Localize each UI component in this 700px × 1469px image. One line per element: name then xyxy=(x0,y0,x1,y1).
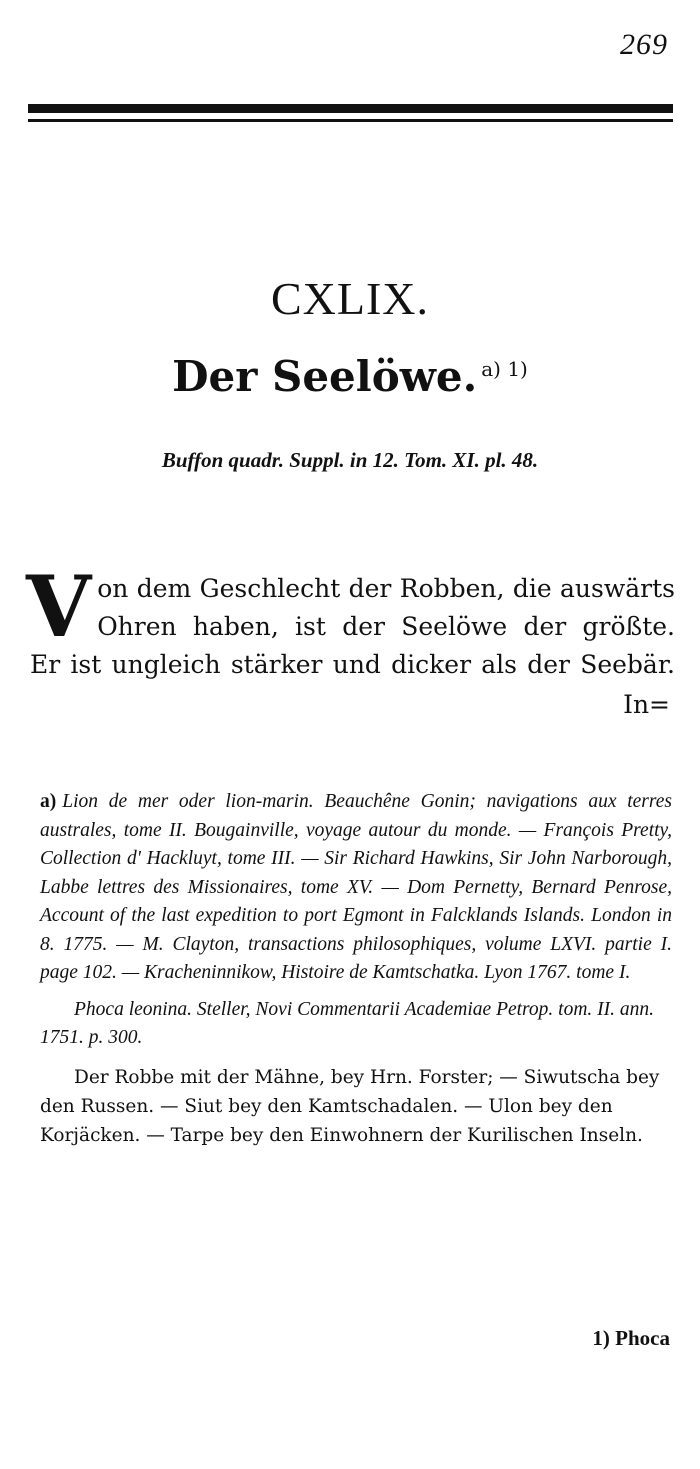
footnote-a-text: Lion de mer oder lion-marin. Beauchêne Gonin; navigations aux terres australes, tome II. Bougainville, voyage autour du monde. — François Pretty, Collection d' Hackluyt, tome III. — Sir Richard Hawkins, Sir John Narborough, Labbe lettres des Missionaires, tome XV. — Dom Pernetty, Bernard Penrose, Account of the last expedition to port Egmont in Falcklands Islands. London in 8. 1775. — M. Clayton, transactions philosophiques, volume LXVI. partie I. page 102. — Kracheninnikow, Histoire de Kamtschatka. Lyon 1767. tome I. xyxy=(40,791,672,983)
chapter-title xyxy=(0,352,700,401)
body-line-3: Er ist ungleich stärker und dicker als der Seebär. xyxy=(30,650,675,679)
page-number: 269 xyxy=(620,28,668,61)
footnote-catchword: 1) Phoca xyxy=(592,1326,670,1350)
body-catchword: In= xyxy=(623,690,670,719)
footnote-a-label: a) xyxy=(40,791,57,812)
body-line-1: on dem Geschlecht der Robben, die auswärts xyxy=(97,574,675,603)
title-text: Der Seelöwe. xyxy=(172,352,478,401)
source-reference: Buffon quadr. Suppl. in 12. Tom. XI. pl. 48. xyxy=(161,448,539,472)
footnote-b xyxy=(40,996,672,1053)
footnote-b-text: Phoca leonina. Steller, Novi Commentarii Academiae Petrop. tom. II. ann. 1751. p. 300. xyxy=(40,998,655,1048)
chapter-number: CXLIX. xyxy=(270,273,430,324)
header-rule-thin xyxy=(28,119,673,122)
title-note-markers: a) 1) xyxy=(481,357,528,381)
header-rule-thick xyxy=(28,104,673,113)
body-line-2: Ohren haben, ist der Seelöwe der größte. xyxy=(97,612,675,641)
drop-cap: V xyxy=(26,557,92,656)
footnotes xyxy=(40,788,672,1150)
footnote-a xyxy=(40,788,672,988)
body-paragraph xyxy=(26,557,675,684)
footnote-c: Der Robbe mit der Mähne, bey Hrn. Forster; — Siwutscha bey den Russen. — Siut bey den Kamtschadalen. — Ulon bey den Korjäcken. — Tarpe bey den Einwohnern der Kurilischen Inseln. xyxy=(40,1066,660,1146)
